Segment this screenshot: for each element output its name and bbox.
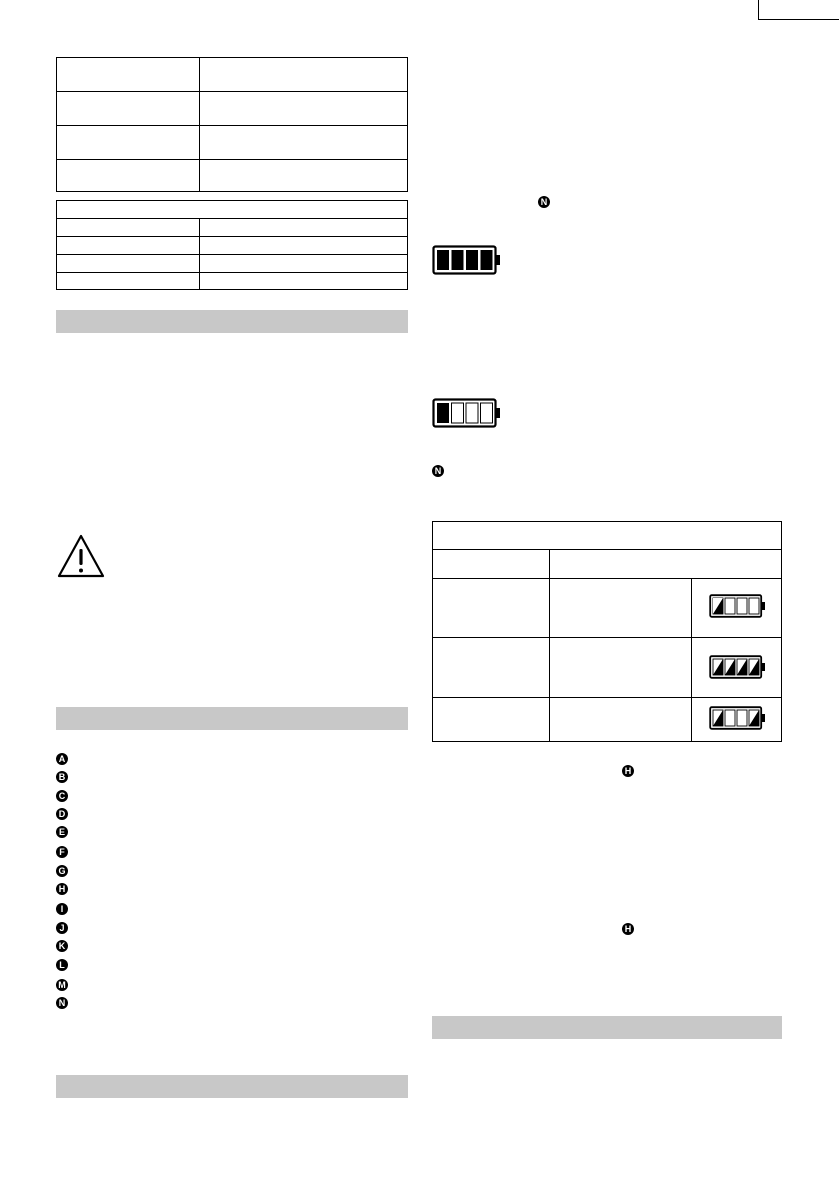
table-divider bbox=[57, 236, 407, 237]
reference-letter-n: N bbox=[432, 465, 444, 477]
reference-letter-h: H bbox=[622, 765, 634, 777]
legend-letter: C bbox=[56, 790, 68, 802]
table-divider bbox=[691, 578, 692, 741]
legend-letter: E bbox=[56, 826, 68, 838]
reference-letter-h: H bbox=[622, 923, 634, 935]
section-heading-bar bbox=[56, 707, 408, 730]
table-divider bbox=[57, 159, 407, 160]
legend-letter: H bbox=[56, 883, 68, 895]
crop-mark-icon bbox=[758, 0, 759, 20]
legend-letter: D bbox=[56, 808, 68, 820]
table-divider bbox=[57, 272, 407, 273]
table-divider bbox=[57, 125, 407, 126]
spec-table bbox=[56, 57, 408, 192]
legend-letter: F bbox=[56, 846, 68, 858]
legend-letter: M bbox=[56, 979, 68, 991]
crop-mark-icon bbox=[758, 19, 839, 20]
warning-triangle-icon bbox=[56, 533, 106, 579]
table-divider bbox=[433, 637, 781, 638]
legend-letter: N bbox=[56, 997, 68, 1009]
reference-letter-n: N bbox=[538, 196, 550, 208]
legend-letter: A bbox=[56, 753, 68, 765]
section-heading-bar bbox=[56, 310, 408, 333]
battery-full-icon bbox=[432, 245, 502, 275]
table-divider bbox=[57, 254, 407, 255]
legend-letter: I bbox=[56, 903, 68, 915]
legend-letter: L bbox=[56, 959, 68, 971]
legend-letter: B bbox=[56, 771, 68, 783]
section-heading-bar bbox=[432, 1016, 782, 1039]
section-heading-bar bbox=[56, 1075, 408, 1098]
table-divider bbox=[57, 218, 407, 219]
battery-low-icon bbox=[432, 398, 502, 428]
battery-charging-all-segments-icon bbox=[709, 655, 767, 679]
legend-letter: J bbox=[56, 922, 68, 934]
spec-table-2 bbox=[56, 200, 408, 290]
battery-charging-one-segment-icon bbox=[709, 594, 767, 618]
table-divider bbox=[433, 697, 781, 698]
legend-letter: K bbox=[56, 940, 68, 952]
legend-letter: G bbox=[56, 865, 68, 877]
table-divider bbox=[433, 578, 781, 579]
table-divider bbox=[433, 549, 781, 550]
battery-charging-first-last-segment-icon bbox=[709, 706, 767, 730]
table-divider bbox=[57, 91, 407, 92]
